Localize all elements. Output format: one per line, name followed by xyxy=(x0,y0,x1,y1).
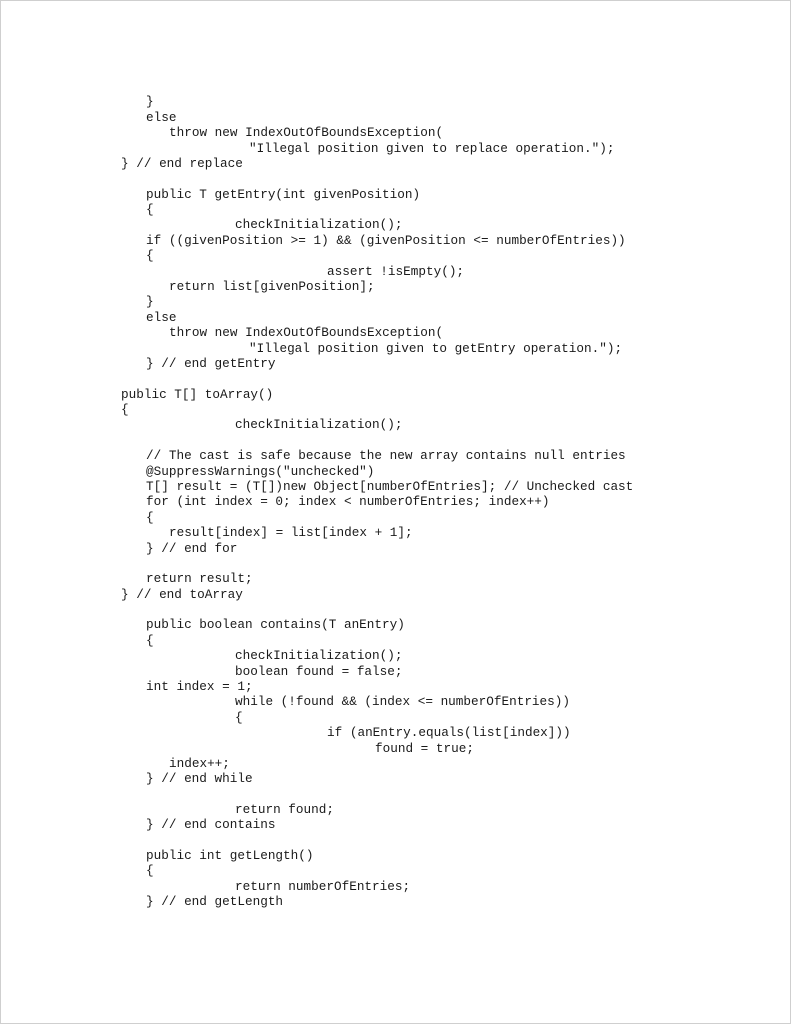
code-line: } // end for xyxy=(146,541,238,556)
code-line: return list[givenPosition]; xyxy=(169,279,375,294)
code-line: assert !isEmpty(); xyxy=(327,264,465,279)
code-line: found = true; xyxy=(375,741,474,756)
code-line: index++; xyxy=(169,756,230,771)
code-line: return found; xyxy=(235,802,334,817)
code-line: { xyxy=(146,510,154,525)
code-line: else xyxy=(146,310,177,325)
code-line: if ((givenPosition >= 1) && (givenPosition <= numberOfEntries)) xyxy=(146,233,626,248)
code-line: { xyxy=(146,248,154,263)
code-line: { xyxy=(235,710,243,725)
code-line: // The cast is safe because the new array contains null entries xyxy=(146,448,626,463)
code-line: } // end replace xyxy=(121,156,243,171)
code-line: } // end getLength xyxy=(146,894,284,909)
code-line: { xyxy=(146,202,154,217)
code-line: } xyxy=(146,294,154,309)
code-line: for (int index = 0; index < numberOfEntries; index++) xyxy=(146,494,550,509)
code-line: else xyxy=(146,110,177,125)
code-line: if (anEntry.equals(list[index])) xyxy=(327,725,571,740)
code-line: } // end contains xyxy=(146,817,276,832)
code-line: result[index] = list[index + 1]; xyxy=(169,525,413,540)
code-line: throw new IndexOutOfBoundsException( xyxy=(169,325,444,340)
code-line: int index = 1; xyxy=(146,679,253,694)
code-line: { xyxy=(146,633,154,648)
code-line: } // end getEntry xyxy=(146,356,276,371)
code-line: } // end while xyxy=(146,771,253,786)
code-line: { xyxy=(121,402,129,417)
code-line: return result; xyxy=(146,571,253,586)
code-line: while (!found && (index <= numberOfEntries)) xyxy=(235,694,571,709)
code-line: public boolean contains(T anEntry) xyxy=(146,617,405,632)
code-line: "Illegal position given to replace operation."); xyxy=(249,141,615,156)
code-line: { xyxy=(146,863,154,878)
code-line: checkInitialization(); xyxy=(235,648,403,663)
code-line: checkInitialization(); xyxy=(235,417,403,432)
code-line: boolean found = false; xyxy=(235,664,403,679)
code-line: "Illegal position given to getEntry operation."); xyxy=(249,341,623,356)
code-line: return numberOfEntries; xyxy=(235,879,411,894)
code-line: public T getEntry(int givenPosition) xyxy=(146,187,421,202)
code-line: public int getLength() xyxy=(146,848,314,863)
code-line: @SuppressWarnings("unchecked") xyxy=(146,464,375,479)
code-line: throw new IndexOutOfBoundsException( xyxy=(169,125,444,140)
code-line: } // end toArray xyxy=(121,587,243,602)
code-line: public T[] toArray() xyxy=(121,387,274,402)
code-line: } xyxy=(146,94,154,109)
code-line: T[] result = (T[])new Object[numberOfEntries]; // Unchecked cast xyxy=(146,479,634,494)
code-listing xyxy=(1,1,790,1023)
code-line: checkInitialization(); xyxy=(235,217,403,232)
